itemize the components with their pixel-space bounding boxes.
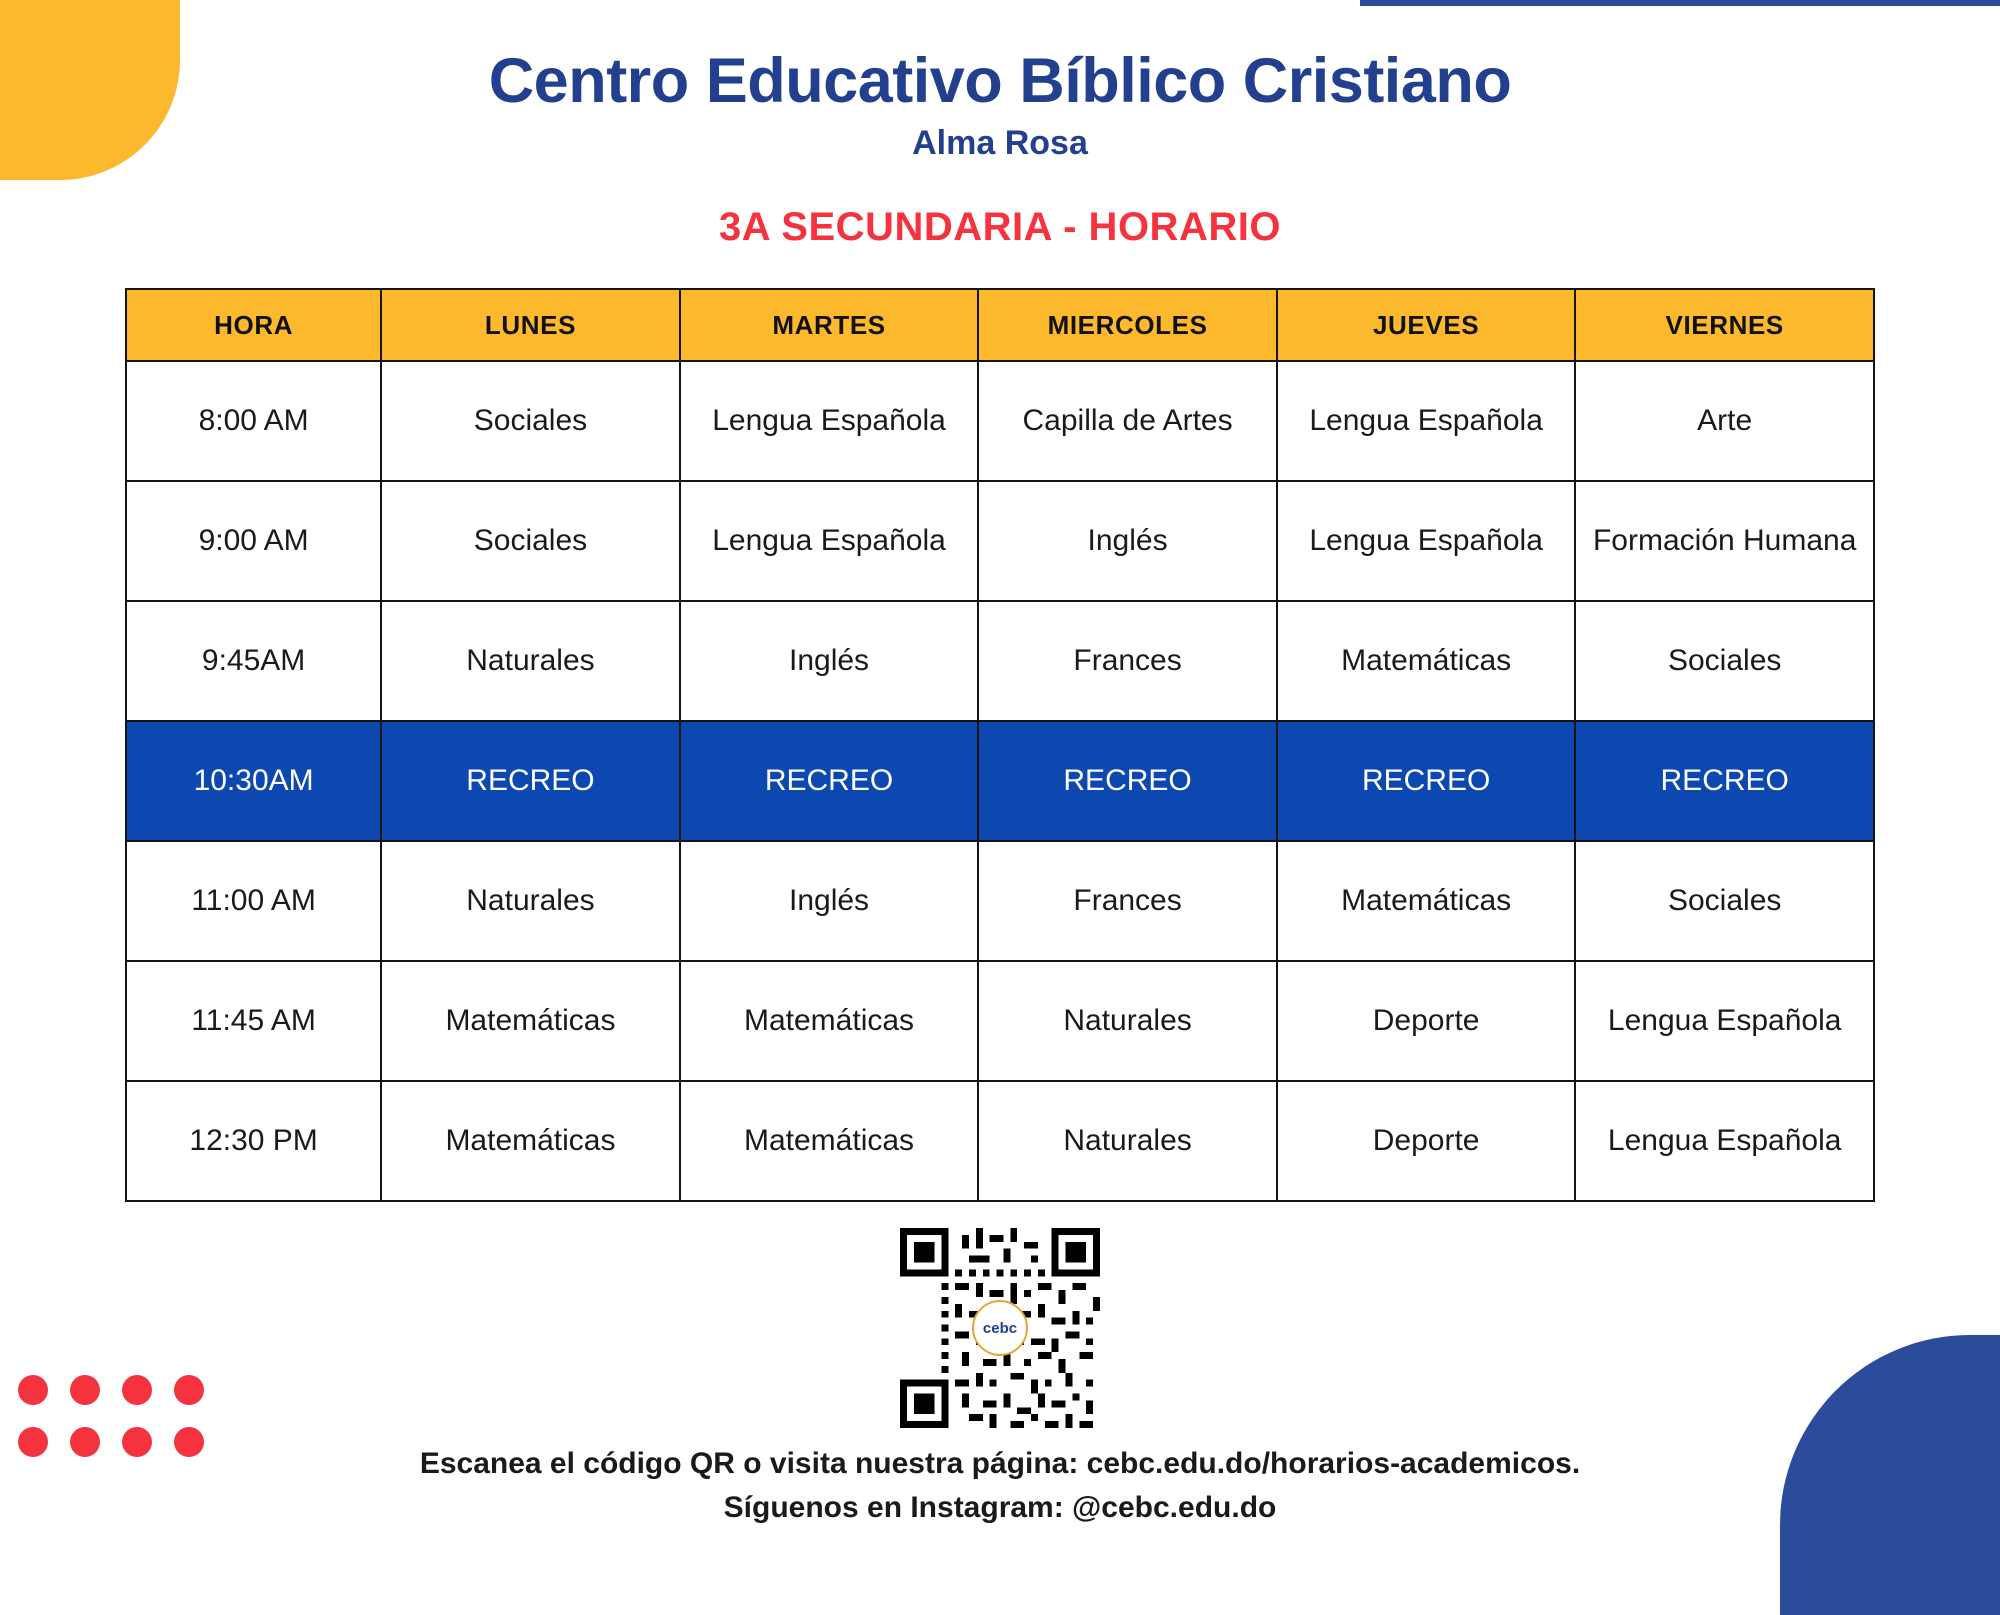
column-header-viernes: VIERNES (1575, 289, 1874, 361)
subject-cell: Frances (978, 601, 1277, 721)
column-header-jueves: JUEVES (1277, 289, 1576, 361)
subject-cell: Lengua Española (680, 361, 979, 481)
subject-cell: Naturales (978, 1081, 1277, 1201)
time-cell: 9:45AM (126, 601, 381, 721)
subject-cell: Sociales (1575, 601, 1874, 721)
table-row (126, 481, 1874, 601)
schedule-table-wrapper (125, 288, 1875, 1202)
subject-cell: Capilla de Artes (978, 361, 1277, 481)
subject-cell: Matemáticas (680, 961, 979, 1081)
subject-cell: RECREO (680, 721, 979, 841)
subject-cell: RECREO (978, 721, 1277, 841)
dot (70, 1427, 100, 1457)
time-cell: 10:30AM (126, 721, 381, 841)
time-cell: 9:00 AM (126, 481, 381, 601)
dot (122, 1427, 152, 1457)
subject-cell: Frances (978, 841, 1277, 961)
dot-decoration (18, 1375, 204, 1457)
campus-name: Alma Rosa (912, 124, 1088, 163)
column-header-hora: HORA (126, 289, 381, 361)
page-title: 3A SECUNDARIA - HORARIO (719, 205, 1281, 250)
school-name: Centro Educativo Bíblico Cristiano (488, 46, 1512, 116)
column-header-miercoles: MIERCOLES (978, 289, 1277, 361)
subject-cell: RECREO (1277, 721, 1576, 841)
schedule-table (125, 288, 1875, 1202)
dot (18, 1375, 48, 1405)
page-header (0, 0, 2000, 250)
footer-instagram-text: Síguenos en Instagram: @cebc.edu.do (723, 1490, 1277, 1524)
subject-cell: RECREO (1575, 721, 1874, 841)
subject-cell: Matemáticas (381, 1081, 680, 1201)
dot (174, 1427, 204, 1457)
qr-code[interactable] (900, 1228, 1100, 1428)
subject-cell: Deporte (1277, 961, 1576, 1081)
subject-cell: Formación Humana (1575, 481, 1874, 601)
dot (18, 1427, 48, 1457)
subject-cell: Naturales (381, 841, 680, 961)
time-cell: 8:00 AM (126, 361, 381, 481)
dot-row (18, 1427, 204, 1457)
subject-cell: Arte (1575, 361, 1874, 481)
page-footer (0, 1442, 2000, 1529)
table-row (126, 361, 1874, 481)
qr-center-logo: cebc (972, 1300, 1028, 1356)
time-cell: 11:00 AM (126, 841, 381, 961)
dot (174, 1375, 204, 1405)
subject-cell: Lengua Española (1277, 361, 1576, 481)
subject-cell: Inglés (680, 841, 979, 961)
subject-cell: Matemáticas (381, 961, 680, 1081)
subject-cell: Naturales (978, 961, 1277, 1081)
table-row (126, 1081, 1874, 1201)
subject-cell: Sociales (1575, 841, 1874, 961)
column-header-martes: MARTES (680, 289, 979, 361)
subject-cell: Lengua Española (680, 481, 979, 601)
subject-cell: Lengua Española (1575, 1081, 1874, 1201)
table-row (126, 601, 1874, 721)
subject-cell: Matemáticas (1277, 841, 1576, 961)
schedule-table-head (126, 289, 1874, 361)
dot (122, 1375, 152, 1405)
table-row (126, 721, 1874, 841)
schedule-table-body (126, 361, 1874, 1201)
qr-area (0, 1228, 2000, 1428)
time-cell: 12:30 PM (126, 1081, 381, 1201)
subject-cell: Inglés (978, 481, 1277, 601)
time-cell: 11:45 AM (126, 961, 381, 1081)
subject-cell: Deporte (1277, 1081, 1576, 1201)
dot (70, 1375, 100, 1405)
subject-cell: Sociales (381, 361, 680, 481)
column-header-lunes: LUNES (381, 289, 680, 361)
subject-cell: Matemáticas (680, 1081, 979, 1201)
footer-website-text: Escanea el código QR o visita nuestra página: cebc.edu.do/horarios-academicos. (419, 1447, 1581, 1481)
subject-cell: Lengua Española (1277, 481, 1576, 601)
subject-cell: Sociales (381, 481, 680, 601)
dot-row (18, 1375, 204, 1405)
subject-cell: RECREO (381, 721, 680, 841)
subject-cell: Naturales (381, 601, 680, 721)
table-row (126, 841, 1874, 961)
table-header-row (126, 289, 1874, 361)
subject-cell: Matemáticas (1277, 601, 1576, 721)
subject-cell: Lengua Española (1575, 961, 1874, 1081)
subject-cell: Inglés (680, 601, 979, 721)
table-row (126, 961, 1874, 1081)
